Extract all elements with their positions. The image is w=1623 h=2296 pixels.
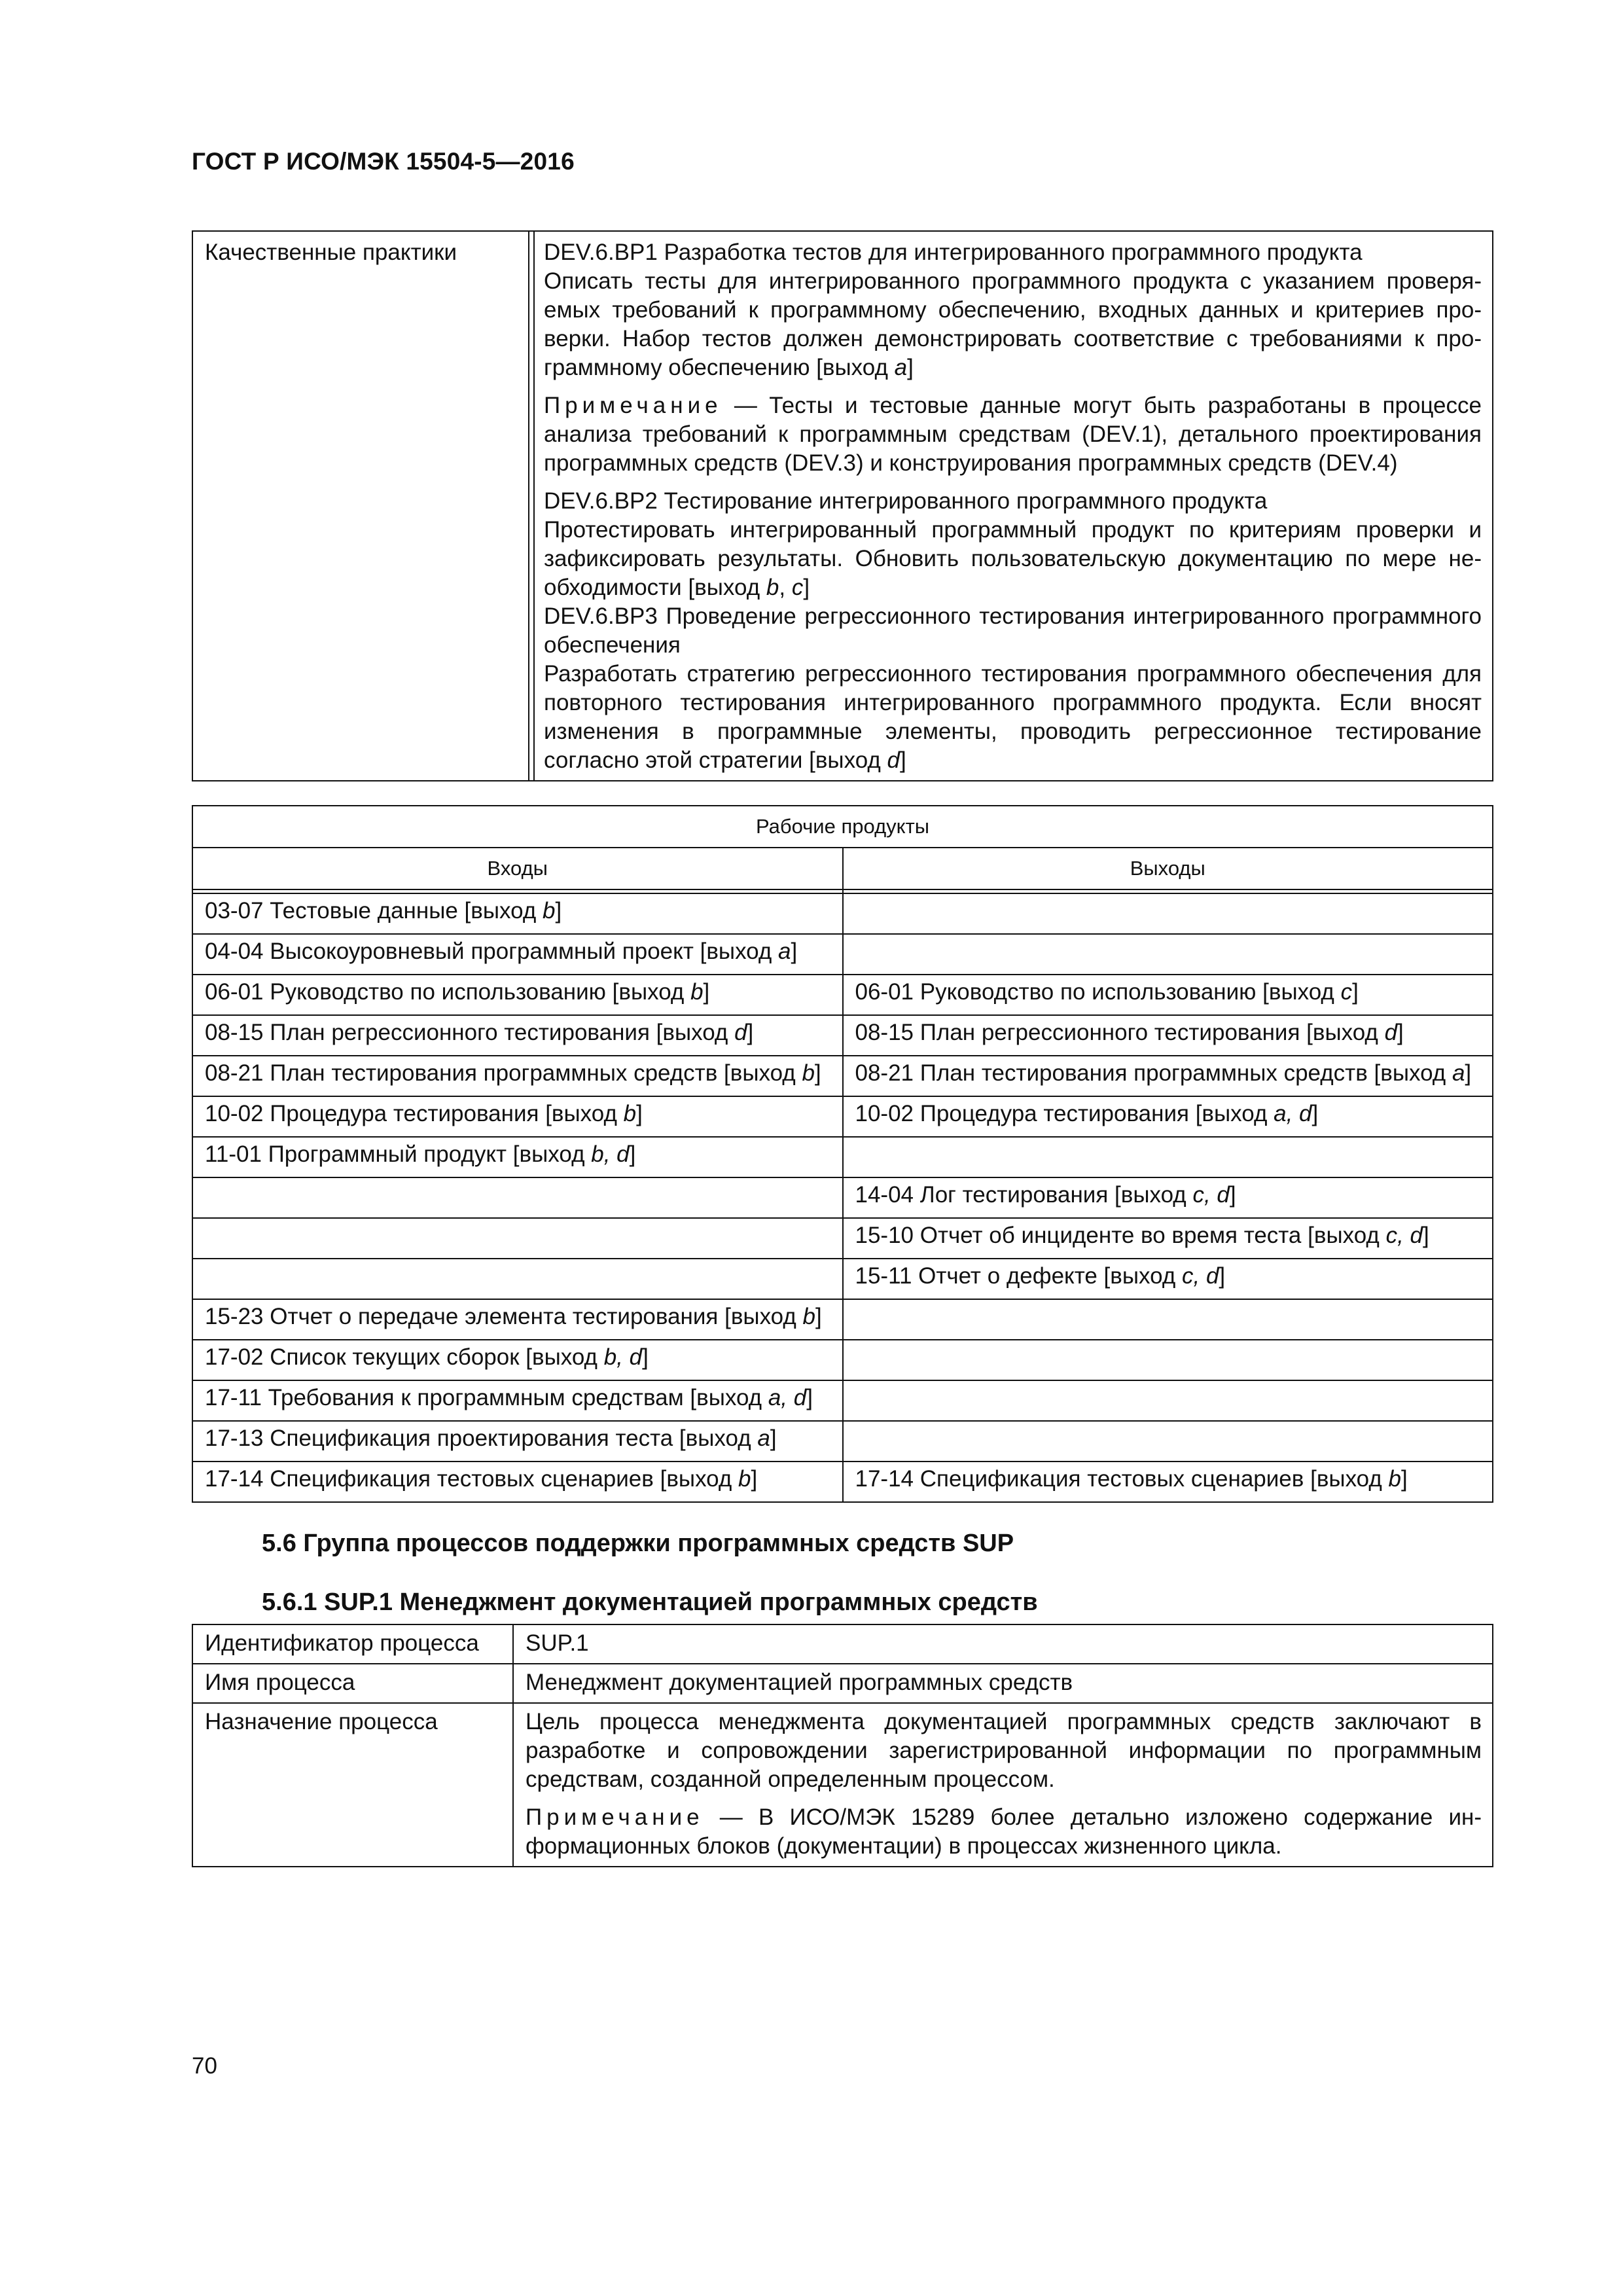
inputs-header: Входы xyxy=(192,848,843,889)
output-cell: 15-11 Отчет о дефекте [выход c, d] xyxy=(843,1259,1493,1299)
input-cell: 15-23 Отчет о передаче элемента тестирования [выход b] xyxy=(192,1299,843,1340)
output-cell: 06-01 Руководство по использованию [выход c] xyxy=(843,975,1493,1015)
document-header: ГОСТ Р ИСО/МЭК 15504-5—2016 xyxy=(192,148,575,175)
section-5-6-heading: 5.6 Группа процессов поддержки программных средств SUP xyxy=(262,1530,1014,1557)
table-row xyxy=(192,1056,1493,1096)
table-row xyxy=(192,1340,1493,1380)
output-cell xyxy=(843,1380,1493,1421)
bp1-note: Примечание — Тесты и тестовые данные могут быть разработаны в процессе анализа требований к программным средствам (DEV.1), детального проектирования программных средств (DEV.3) и конструирования программных средств (DEV.4) xyxy=(544,393,1482,476)
output-cell xyxy=(843,893,1493,934)
section-5-6-1-heading: 5.6.1 SUP.1 Менеджмент документацией программных средств xyxy=(262,1588,1038,1616)
sup1-table xyxy=(192,1624,1493,1867)
note-label: Примечание xyxy=(544,393,722,418)
output-cell: 08-21 План тестирования программных средств [выход a] xyxy=(843,1056,1493,1096)
work-products-table xyxy=(192,805,1493,1503)
input-cell: 10-02 Процедура тестирования [выход b] xyxy=(192,1096,843,1137)
process-name-label: Имя процесса xyxy=(192,1664,513,1703)
table-row xyxy=(192,975,1493,1015)
input-cell: 17-14 Спецификация тестовых сценариев [выход b] xyxy=(192,1462,843,1502)
input-cell: 03-07 Тестовые данные [выход b] xyxy=(192,893,843,934)
output-cell: 08-15 План регрессионного тестирования [выход d] xyxy=(843,1015,1493,1056)
purpose-note: Примечание — В ИСО/МЭК 15289 более детально изложено содержание информационных блоков (документации) в процессах жизненного цикла. xyxy=(526,1804,1482,1859)
outputs-header: Выходы xyxy=(843,848,1493,889)
bp2-title: DEV.6.BP2 Тестирование интегрированного программного продукта xyxy=(544,488,1268,514)
work-products-title: Рабочие продукты xyxy=(192,806,1493,848)
input-cell: 06-01 Руководство по использованию [выход b] xyxy=(192,975,843,1015)
input-cell: 08-15 План регрессионного тестирования [выход d] xyxy=(192,1015,843,1056)
practices-body xyxy=(534,231,1493,781)
output-cell xyxy=(843,1340,1493,1380)
output-cell: 17-14 Спецификация тестовых сценариев [выход b] xyxy=(843,1462,1493,1502)
note-label: Примечание xyxy=(526,1804,704,1830)
purpose-text: Цель процесса менеджмента документацией программных средств заключают в разработке и сопровождении зарегистрированной информации по программным средствам, созданной определенным процессом. xyxy=(526,1709,1482,1792)
table-row xyxy=(192,1462,1493,1502)
practices-label: Качественные практики xyxy=(192,231,529,781)
input-cell: 17-02 Список текущих сборок [выход b, d] xyxy=(192,1340,843,1380)
output-cell: 10-02 Процедура тестирования [выход a, d] xyxy=(843,1096,1493,1137)
page-number: 70 xyxy=(192,2053,217,2079)
process-id-value: SUP.1 xyxy=(513,1624,1493,1664)
bp1-block xyxy=(544,238,1482,382)
input-cell xyxy=(192,1177,843,1218)
output-cell: 15-10 Отчет об инциденте во время теста [выход c, d] xyxy=(843,1218,1493,1259)
input-cell xyxy=(192,1218,843,1259)
double-rule xyxy=(529,231,534,781)
table-row xyxy=(192,1421,1493,1462)
output-cell xyxy=(843,1299,1493,1340)
process-id-label: Идентификатор процесса xyxy=(192,1624,513,1664)
table-row xyxy=(192,1137,1493,1177)
bp1-text: Описать тесты для интегрированного программного продукта с указанием проверяемых требований к программному обеспечению, входных данных и критериев проверки. Набор тестов должен демонстрировать соответствие с требованиями к программному обеспечению [выход a] xyxy=(544,268,1482,380)
input-cell: 17-13 Спецификация проектирования теста [выход a] xyxy=(192,1421,843,1462)
bp3-title: DEV.6.BP3 Проведение регрессионного тестирования интегрированного программного обеспечения xyxy=(544,603,1482,658)
table-row xyxy=(192,1177,1493,1218)
table-row xyxy=(192,934,1493,975)
bp2-bp3-block xyxy=(544,487,1482,775)
table-row xyxy=(192,1218,1493,1259)
table-row xyxy=(192,1096,1493,1137)
process-purpose-value xyxy=(513,1703,1493,1867)
input-cell: 11-01 Программный продукт [выход b, d] xyxy=(192,1137,843,1177)
bp3-text: Разработать стратегию регрессионного тестирования программного обеспечения для повторного тестирования интегрированного программного продукта. Если вносят изменения в программные элементы, проводить регрессионное тестирование согласно этой стратегии [выход d] xyxy=(544,661,1482,773)
process-name-value: Менеджмент документацией программных средств xyxy=(513,1664,1493,1703)
table-row xyxy=(192,1299,1493,1340)
output-cell xyxy=(843,1137,1493,1177)
practices-table xyxy=(192,230,1493,781)
bp2-text: Протестировать интегрированный программный продукт по критериям проверки и зафиксировать результаты. Обновить пользовательскую документацию по мере необходимости [выход b, c] xyxy=(544,517,1482,600)
output-cell xyxy=(843,934,1493,975)
table-row xyxy=(192,1259,1493,1299)
table-row xyxy=(192,893,1493,934)
table-row xyxy=(192,1380,1493,1421)
output-cell xyxy=(843,1421,1493,1462)
input-cell: 08-21 План тестирования программных средств [выход b] xyxy=(192,1056,843,1096)
input-cell xyxy=(192,1259,843,1299)
bp1-title: DEV.6.BP1 Разработка тестов для интегрированного программного продукта xyxy=(544,240,1363,265)
process-purpose-label: Назначение процесса xyxy=(192,1703,513,1867)
input-cell: 17-11 Требования к программным средствам [выход a, d] xyxy=(192,1380,843,1421)
input-cell: 04-04 Высокоуровневый программный проект [выход a] xyxy=(192,934,843,975)
table-row xyxy=(192,1015,1493,1056)
output-cell: 14-04 Лог тестирования [выход c, d] xyxy=(843,1177,1493,1218)
